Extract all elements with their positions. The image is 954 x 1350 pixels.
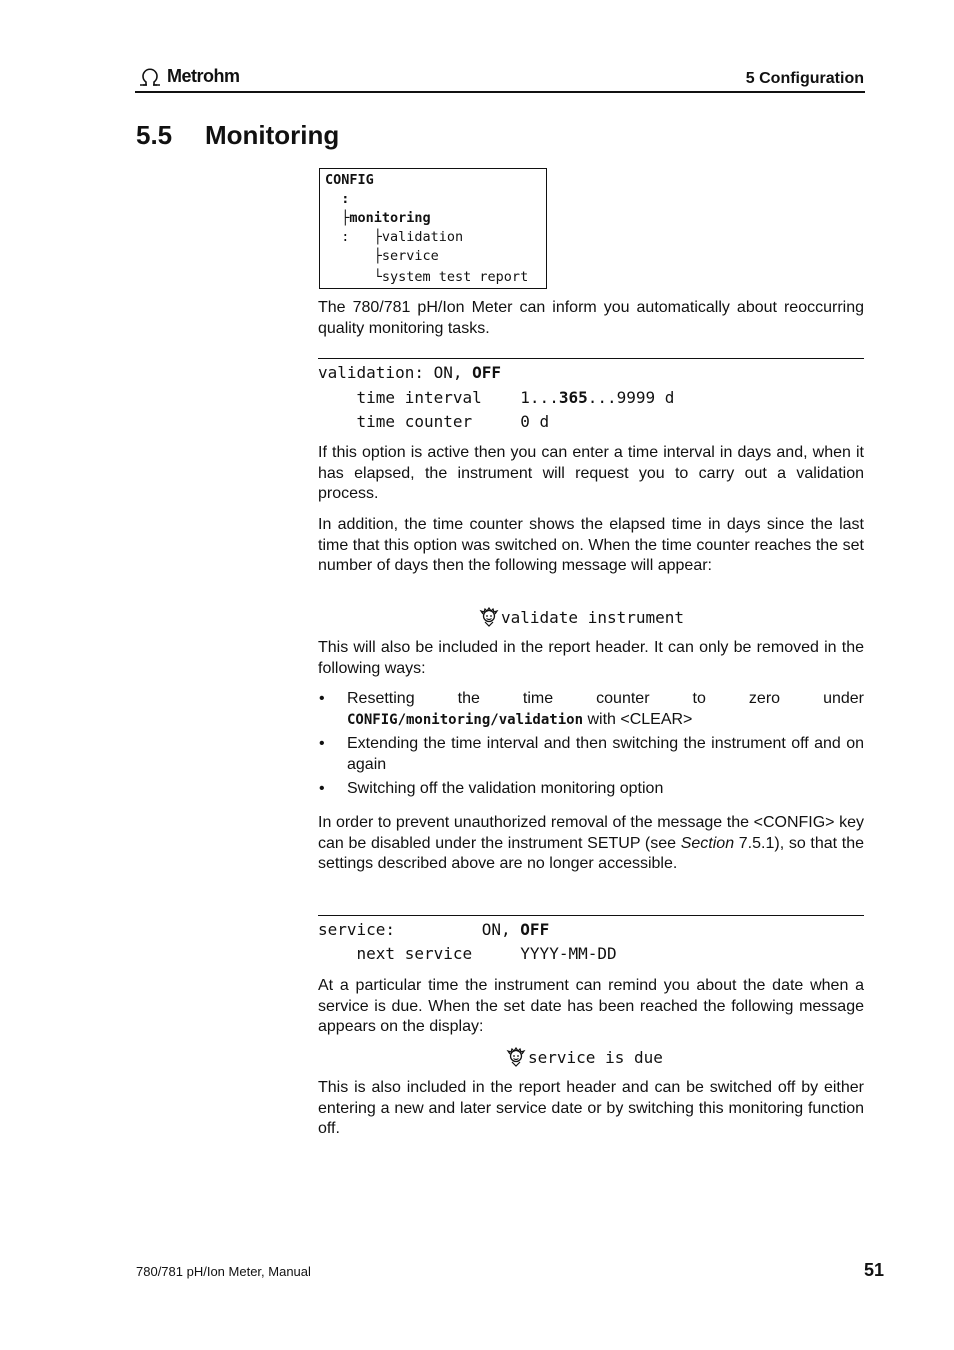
brand-logo bbox=[137, 66, 240, 87]
validation-rule bbox=[318, 358, 864, 359]
bullet-1-text: Resetting the time counter to zero under bbox=[347, 690, 864, 707]
validate-message-text: validate instrument bbox=[501, 607, 685, 627]
tree-branch: ├ bbox=[325, 210, 350, 226]
time-interval-label: time interval 1... bbox=[318, 388, 559, 407]
time-interval-default: 365 bbox=[558, 388, 588, 407]
bullet-1-mid: with bbox=[583, 710, 621, 728]
service-message-text: service is due bbox=[528, 1047, 663, 1067]
tree-monitoring bbox=[325, 210, 431, 226]
tree-root: CONFIG bbox=[325, 172, 374, 188]
time-counter-param: time counter 0 d bbox=[318, 412, 550, 431]
footer-manual-title: 780/781 pH/Ion Meter, Manual bbox=[136, 1264, 311, 1279]
validation-paragraph-2: In addition, the time counter shows the elapsed time in days since the last time that this option was switched on. When the time counter reaches the set number of days then the following message will appear: bbox=[318, 516, 864, 574]
bullet-1-path: CONFIG/monitoring/validation bbox=[347, 711, 584, 728]
next-service-param: next service YYYY-MM-DD bbox=[318, 944, 617, 963]
bullet-2-text: Extending the time interval and then switching the instrument off and on again bbox=[347, 735, 864, 773]
omega-logo-icon bbox=[137, 67, 163, 87]
p4-text-b: key can be disabled under the instrument bbox=[318, 814, 864, 852]
clear-key: <CLEAR> bbox=[620, 710, 693, 728]
bullet-3-text: Switching off the validation monitoring option bbox=[347, 780, 664, 797]
section-ref: Section bbox=[680, 834, 735, 852]
service-paragraph-2: This is also included in the report header and can be switched off by either entering a new and later service date or by switching this monitoring function off. bbox=[318, 1079, 864, 1137]
service-paragraph-1: At a particular time the instrument can remind you about the date when a service is due. When the set date has been reached the following message appears on the display: bbox=[318, 977, 864, 1035]
removal-list bbox=[318, 689, 864, 804]
time-interval-param bbox=[318, 388, 674, 407]
time-interval-max: ...9999 d bbox=[587, 388, 675, 407]
tree-monitoring-label: monitoring bbox=[349, 210, 431, 226]
config-key: <CONFIG> bbox=[753, 814, 835, 831]
service-message bbox=[506, 1047, 663, 1067]
section-heading bbox=[136, 120, 339, 151]
validation-param-label: validation: ON, bbox=[318, 363, 473, 382]
header-divider bbox=[135, 91, 865, 93]
service-rule bbox=[318, 915, 864, 916]
list-item: • Switching off the validation monitoring option bbox=[319, 780, 664, 797]
page-number: 51 bbox=[863, 1260, 884, 1280]
setup-key: SETUP bbox=[587, 834, 641, 852]
validate-message bbox=[479, 607, 684, 627]
p4-text-a: In order to prevent unauthorized removal of the message the bbox=[318, 814, 754, 831]
validation-param bbox=[318, 363, 501, 382]
service-technician-icon bbox=[506, 1047, 526, 1067]
brand-name: Metrohm bbox=[167, 66, 240, 86]
validation-paragraph-3: This will also be included in the report header. It can only be removed in the following ways: bbox=[318, 639, 864, 677]
service-param-label: service: ON, bbox=[318, 920, 521, 939]
validation-paragraph-1: If this option is active then you can enter a time interval in days and, when it has elapsed, the instrument will request you to carry out a validation process. bbox=[318, 444, 864, 502]
section-number: 5.5 bbox=[136, 120, 173, 150]
tree-service: ├service bbox=[325, 248, 439, 264]
section-title: Monitoring bbox=[205, 120, 340, 150]
service-default: OFF bbox=[520, 920, 550, 939]
service-technician-icon bbox=[479, 607, 499, 627]
tree-ellipsis: : bbox=[325, 191, 350, 207]
service-param bbox=[318, 920, 549, 939]
p4-text-c: (see bbox=[640, 834, 681, 852]
list-item: • Extending the time interval and then switching the instrument off and on again bbox=[319, 735, 864, 773]
chapter-title: 5 Configuration bbox=[745, 70, 864, 87]
tree-system-test-report: └system test report bbox=[325, 269, 529, 285]
intro-paragraph: The 780/781 pH/Ion Meter can inform you automatically about reoccurring quality monitoring tasks. bbox=[318, 299, 864, 337]
menu-tree-box bbox=[319, 168, 547, 289]
validation-paragraph-4 bbox=[318, 813, 864, 875]
tree-validation: : ├validation bbox=[325, 229, 464, 245]
p4-text-d: 7.5.1), so that the settings described above are no longer accessible. bbox=[318, 834, 865, 872]
list-item: • Resetting the time counter to zero under CONFIG/monitoring/validation with <CLEAR> bbox=[319, 690, 864, 728]
validation-default: OFF bbox=[472, 363, 502, 382]
